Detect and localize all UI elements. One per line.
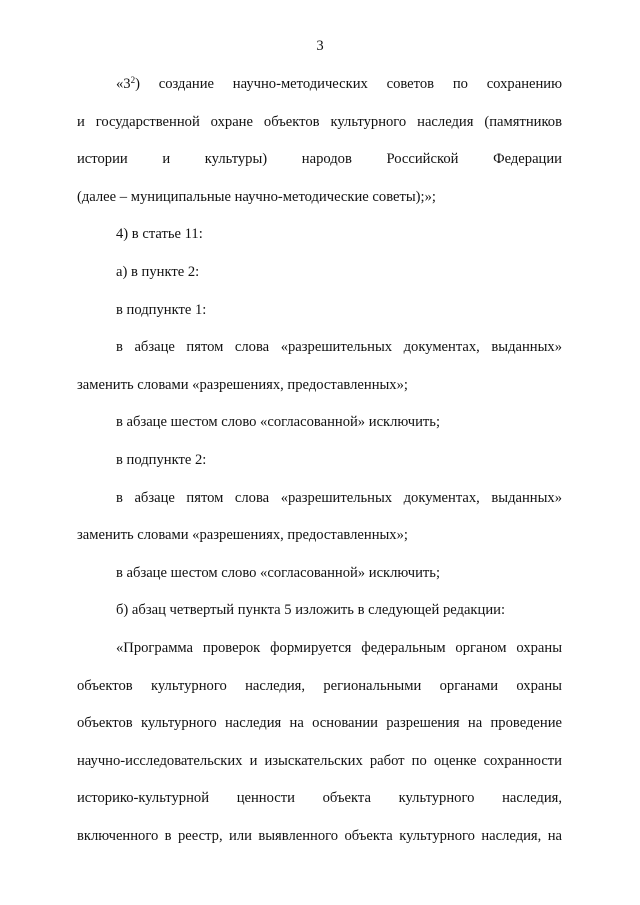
line-text: в подпункте 1: [116, 301, 207, 318]
line-text: заменить словами «разрешениях, предоставленных»; [77, 527, 408, 544]
paragraph-line [77, 677, 562, 695]
line-text: в абзаце шестом слово «согласованной» исключить; [116, 414, 440, 431]
paragraph-line [116, 639, 562, 657]
paragraph-line [116, 413, 562, 431]
line-text: истории и культуры) народов Российской Федерации [77, 151, 562, 168]
line-text: в абзаце пятом слова «разрешительных документах, выданных» [116, 339, 562, 356]
paragraph-line [116, 225, 562, 243]
line-text: б) абзац четвертый пункта 5 изложить в следующей редакции: [116, 602, 506, 619]
paragraph-line [77, 526, 562, 544]
paragraph-line [116, 301, 562, 319]
line-text: (далее – муниципальные научно-методические советы);»; [77, 188, 436, 205]
line-text-continued: ) создание научно-методических советов по сохранению [135, 76, 562, 92]
paragraph-line [77, 752, 562, 770]
line-text: научно-исследовательских и изыскательских работ по оценке сохранности [77, 752, 562, 769]
line-text: «3 [116, 76, 131, 92]
paragraph-line [116, 263, 562, 281]
line-text: и государственной охране объектов культурного наследия (памятников [77, 113, 562, 130]
paragraph-line [116, 489, 562, 507]
line-text: объектов культурного наследия на основании разрешения на проведение [77, 715, 562, 732]
paragraph-line-first [116, 75, 562, 93]
superscript: 2 [130, 75, 136, 85]
page-number: 3 [316, 38, 324, 54]
paragraph-line [116, 338, 562, 356]
paragraph-line [116, 601, 562, 619]
line-text: в подпункте 2: [116, 452, 207, 468]
paragraph-line [77, 188, 562, 206]
line-text: «Программа проверок формируется федеральным органом охраны [116, 640, 562, 656]
line-text: 4) в статье 11: [116, 226, 203, 243]
paragraph-line [116, 564, 562, 582]
line-text: в абзаце пятом слова «разрешительных документах, выданных» [116, 489, 562, 506]
paragraph-line [77, 827, 562, 845]
paragraph-line [77, 150, 562, 168]
paragraph-line [77, 789, 562, 807]
line-text: заменить словами «разрешениях, предоставленных»; [77, 376, 408, 393]
line-text: в абзаце шестом слово «согласованной» исключить; [116, 564, 440, 581]
paragraph-line [77, 376, 562, 394]
paragraph-line [77, 113, 562, 131]
line-text: а) в пункте 2: [116, 264, 200, 280]
paragraph-line [116, 451, 562, 469]
paragraph-line [77, 714, 562, 732]
line-text: включенного в реестр, или выявленного объекта культурного наследия, на [77, 828, 562, 844]
line-text: историко-культурной ценности объекта культурного наследия, [77, 790, 562, 807]
line-text: объектов культурного наследия, региональными органами охраны [77, 677, 562, 694]
